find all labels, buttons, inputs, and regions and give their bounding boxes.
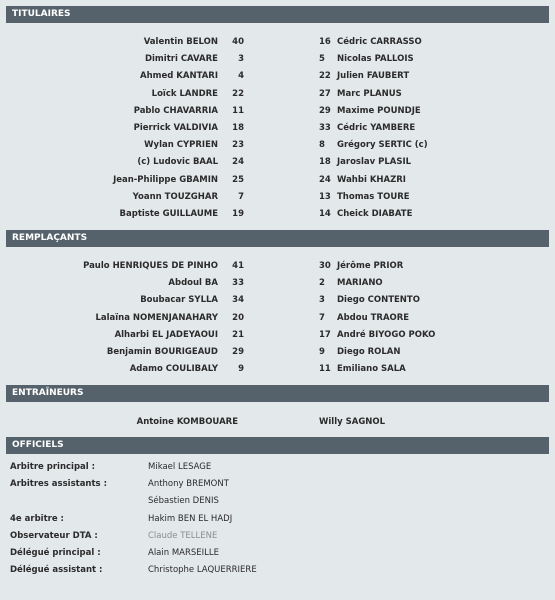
roster-row — [0, 206, 555, 223]
player-number-away: 3 — [319, 295, 325, 306]
player-name-home: Boubacar SYLLA — [140, 295, 218, 306]
official-name: Alain MARSEILLE — [148, 548, 220, 558]
player-name-away: Emiliano SALA — [337, 364, 406, 375]
player-number-away: 14 — [319, 209, 331, 219]
roster-row — [0, 68, 555, 85]
roster-row — [0, 86, 555, 103]
player-name-home: Wylan CYPRIEN — [144, 140, 218, 151]
player-number-home: 3 — [238, 54, 244, 65]
official-name: Sébastien DENIS — [148, 496, 219, 507]
player-name-away: Cédric CARRASSO — [337, 37, 422, 47]
official-role-label: Délégué principal : — [10, 548, 101, 558]
official-name: Anthony BREMONT — [148, 479, 229, 490]
player-name-home: Pablo CHAVARRIA — [133, 105, 218, 116]
roster-row — [0, 344, 555, 361]
coach-right: Willy SAGNOL — [319, 417, 386, 427]
player-number-away: 5 — [319, 54, 325, 65]
player-name-away: Thomas TOURE — [337, 191, 410, 202]
player-number-away: 11 — [319, 364, 331, 375]
player-number-home: 21 — [232, 329, 244, 340]
roster-row — [0, 103, 555, 120]
player-number-away: 7 — [319, 312, 325, 323]
player-name-away: Diego CONTENTO — [337, 295, 420, 306]
player-name-away: Diego ROLAN — [337, 347, 401, 357]
player-name-away: Cédric YAMBERE — [337, 123, 416, 133]
roster-row — [0, 51, 555, 68]
section-title: OFFICIELS — [12, 440, 64, 450]
section-header-remplacants — [6, 230, 549, 247]
player-number-home: 24 — [232, 157, 244, 168]
player-number-away: 13 — [319, 191, 331, 202]
player-name-home: Adamo COULIBALY — [129, 364, 218, 375]
roster-row — [0, 120, 555, 137]
player-number-home: 25 — [232, 174, 244, 185]
player-number-away: 24 — [319, 174, 331, 185]
player-name-home: Yoann TOUZGHAR — [132, 191, 218, 202]
player-name-home: (c) Ludovic BAAL — [137, 157, 218, 168]
player-name-away: Jérôme PRIOR — [337, 261, 404, 271]
player-number-home: 29 — [232, 347, 244, 357]
player-number-home: 19 — [232, 209, 244, 219]
roster-row — [0, 172, 555, 189]
section-header-officiels — [6, 437, 549, 454]
roster-row — [0, 137, 555, 154]
player-number-away: 18 — [319, 157, 331, 168]
player-name-away: Maxime POUNDJE — [337, 105, 421, 116]
player-number-home: 18 — [232, 123, 244, 133]
player-name-home: Loïck LANDRE — [151, 88, 218, 99]
player-number-home: 33 — [232, 278, 244, 289]
player-name-home: Pierrick VALDIVIA — [133, 123, 218, 133]
official-name: Mikael LESAGE — [148, 462, 212, 472]
player-number-home: 40 — [232, 37, 244, 47]
player-number-away: 33 — [319, 123, 331, 133]
roster-row — [0, 292, 555, 309]
player-name-away: André BIYOGO POKO — [337, 329, 436, 340]
roster-row — [0, 34, 555, 51]
official-name: Hakim BEN EL HADJ — [148, 513, 233, 524]
section-title: ENTRAÎNEURS — [12, 388, 84, 398]
roster-row — [0, 258, 555, 275]
player-number-away: 16 — [319, 37, 331, 47]
official-name: Christophe LAQUERRIERE — [148, 565, 257, 576]
player-name-away: Nicolas PALLOIS — [337, 54, 414, 65]
player-name-home: Alharbi EL JADEYAOUI — [114, 329, 218, 340]
player-number-away: 22 — [319, 71, 331, 82]
player-number-home: 41 — [232, 261, 244, 271]
roster-row — [0, 189, 555, 206]
player-number-away: 29 — [319, 105, 331, 116]
player-name-home: Baptiste GUILLAUME — [119, 209, 218, 219]
official-name: Claude TELLENE — [148, 530, 218, 541]
player-name-away: Cheick DIABATE — [337, 209, 413, 219]
coach-left: Antoine KOMBOUARE — [136, 417, 238, 427]
roster-row — [0, 275, 555, 292]
player-number-away: 30 — [319, 261, 331, 271]
official-role-label: Arbitre principal : — [10, 462, 96, 472]
player-name-away: Marc PLANUS — [337, 88, 402, 99]
player-name-away: Jaroslav PLASIL — [337, 157, 412, 168]
roster-row — [0, 327, 555, 344]
player-number-home: 22 — [232, 88, 244, 99]
section-header-titulaires — [6, 6, 549, 23]
section-header-entraineurs — [6, 385, 549, 402]
player-name-away: MARIANO — [337, 278, 383, 289]
player-name-home: Valentin BELON — [143, 37, 218, 47]
player-name-home: Jean-Philippe GBAMIN — [113, 174, 218, 185]
player-number-home: 34 — [232, 295, 244, 306]
official-role-label: 4e arbitre : — [10, 513, 64, 524]
player-name-away: Abdou TRAORE — [337, 312, 410, 323]
player-number-away: 8 — [319, 140, 325, 151]
player-name-home: Paulo HENRIQUES DE PINHO — [83, 261, 218, 271]
player-name-home: Dimitri CAVARE — [144, 54, 218, 65]
section-title: REMPLAÇANTS — [12, 233, 88, 243]
player-name-home: Lalaïna NOMENJANAHARY — [95, 312, 218, 323]
section-title: TITULAIRES — [12, 9, 71, 19]
player-number-home: 4 — [238, 71, 244, 82]
player-name-away: Grégory SERTIC (c) — [337, 140, 428, 151]
player-name-home: Benjamin BOURIGEAUD — [106, 347, 218, 357]
player-number-away: 17 — [319, 329, 331, 340]
roster-row — [0, 361, 555, 378]
player-number-home: 7 — [238, 191, 244, 202]
official-role-label: Délégué assistant : — [10, 565, 103, 576]
roster-row — [0, 154, 555, 171]
player-number-away: 9 — [319, 347, 325, 357]
player-name-away: Julien FAUBERT — [337, 71, 410, 82]
player-number-away: 27 — [319, 88, 331, 99]
player-name-home: Ahmed KANTARI — [140, 71, 218, 82]
player-number-home: 23 — [232, 140, 244, 151]
official-role-label: Arbitres assistants : — [10, 479, 107, 490]
player-number-home: 11 — [232, 105, 244, 116]
player-number-home: 20 — [232, 312, 244, 323]
official-role-label: Observateur DTA : — [10, 530, 98, 541]
player-number-home: 9 — [238, 364, 244, 375]
roster-row — [0, 310, 555, 327]
player-name-home: Abdoul BA — [168, 278, 218, 289]
player-name-away: Wahbi KHAZRI — [337, 174, 406, 185]
player-number-away: 2 — [319, 278, 325, 289]
